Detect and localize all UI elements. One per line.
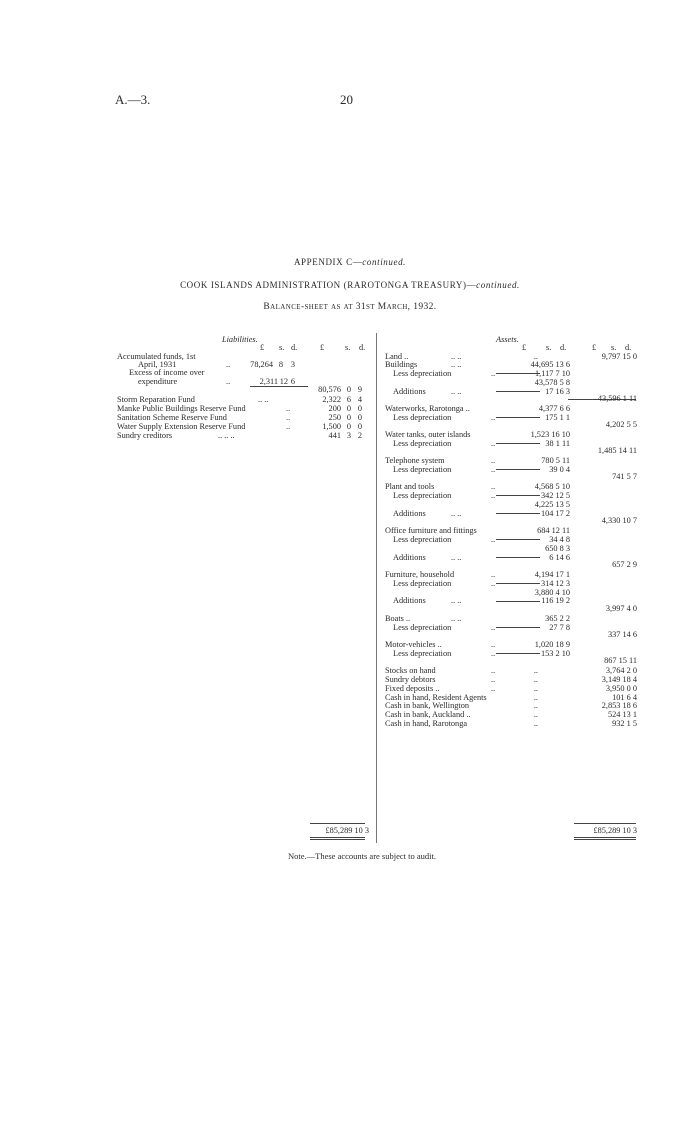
asset-subtotal-rule [496,653,540,654]
asset-col-d: d. [560,343,567,352]
asset-carried-amount: 337 14 6 [607,630,637,639]
asset-amount: 38 1 11 [545,439,570,448]
asset-carried-amount: 4,330 10 7 [601,516,637,525]
asset-amount: 4,194 17 1 [534,570,570,579]
asset-amount: 4,225 13 5 [534,500,570,509]
liab-total-rule-bottom-2 [310,839,365,840]
asset-amount: 6 14 6 [549,553,570,562]
asset-amount: 153 2 10 [540,649,570,658]
accumulated-total-s: 0 [346,385,351,394]
assets-total: £85,289 10 3 [593,826,637,835]
liability-dots: .. [286,413,291,422]
asset-amount: 780 5 11 [541,456,570,465]
asset-label: Less depreciation [393,623,452,632]
liability-label: Storm Reparation Fund [117,395,195,404]
asset-amount: 342 12 5 [540,491,570,500]
accumulated-funds-label-2: April, 1931 [138,360,177,369]
asset-total-rule-top [574,823,636,824]
accumulated-total-d: 9 [357,385,362,394]
asset-amount: 27 7 8 [549,623,570,632]
asset-amount: 17 16 3 [545,387,570,396]
asset-dots: .. [491,465,496,474]
liab-col-s: s. [279,343,285,352]
liab-subtotal-rule [250,386,308,387]
asset-subtotal-rule [496,391,540,392]
asset-amount: .. [533,693,538,702]
asset-label: Boats .. [385,614,411,623]
asset-amount: 650 8 3 [545,544,570,553]
liability-dots: .. [286,422,291,431]
asset-label: Additions [393,596,426,605]
asset-subtotal-rule [496,583,540,584]
asset-dots: .. [491,570,496,579]
excess-income-s: 12 [279,377,288,386]
liability-label: Sanitation Scheme Reserve Fund [117,413,227,422]
asset-total-rule-bottom-1 [574,837,636,838]
accumulated-funds-s: 8 [278,360,283,369]
asset-total-rule-bottom-2 [574,839,636,840]
asset-dots: .. [491,579,496,588]
excess-income-pounds: 2,311 [259,377,278,386]
liability-label: Manke Public Buildings Reserve Fund [117,404,246,413]
asset-amount: .. [533,701,538,710]
accumulated-total-pounds: 80,576 [318,385,341,394]
asset-carried-amount: 657 2 9 [612,560,637,569]
asset-subtotal-rule [496,417,540,418]
liab-col-pound: £ [260,343,265,352]
document-reference: A.—3. [115,92,151,107]
asset-dots: .. [491,369,496,378]
administration-title: COOK ISLANDS ADMINISTRATION (RAROTONGA TREASURY)—continued. [180,280,520,290]
liability-s: 0 [346,413,351,422]
asset-carried-amount: 2,853 18 6 [601,701,637,710]
asset-amount: .. [533,719,538,728]
liability-s: 0 [346,422,351,431]
asset-amount: 1,523 16 10 [530,430,570,439]
asset-carried-amount: 101 6 4 [612,693,637,702]
liability-label: Sundry creditors [117,431,173,440]
assets-heading: Assets. [496,335,519,344]
asset-dots: .. .. [451,614,462,623]
asset-label: Land .. [385,352,409,361]
accumulated-funds-d: 3 [290,360,295,369]
liab-total-rule-top [310,823,365,824]
asset-amount: .. [533,684,538,693]
liability-pounds: 1,500 [322,422,341,431]
liability-pounds: 441 [328,431,341,440]
asset-label: Furniture, household [385,570,455,579]
asset-carried-amount: 867 15 11 [604,656,637,665]
asset-dots: .. [491,482,496,491]
liab-col-d2: d. [359,343,366,352]
audit-note: Note.—These accounts are subject to audit. [288,851,436,861]
liability-label: Water Supply Extension Reserve Fund [117,422,246,431]
liability-s: 0 [346,404,351,413]
asset-subtotal-rule [496,513,540,514]
asset-dots: .. [491,684,496,693]
asset-amount: 1,020 18 9 [534,640,570,649]
asset-label: Less depreciation [393,465,452,474]
asset-amount: 365 2 2 [545,614,570,623]
asset-label: Stocks on hand [385,666,436,675]
asset-amount: .. [533,710,538,719]
asset-subtotal-rule [496,539,540,540]
asset-label: Less depreciation [393,579,452,588]
asset-label: Additions [393,509,426,518]
asset-dots: .. .. [451,509,462,518]
asset-label: Buildings [385,360,418,369]
asset-amount: 44,695 13 6 [530,360,570,369]
asset-subtotal-rule [496,373,540,374]
accumulated-funds-dots: .. [226,360,231,369]
liability-dots: .. [286,404,291,413]
column-divider [376,333,377,843]
liability-d: 0 [357,404,362,413]
asset-amount: 175 1 1 [545,413,570,422]
liability-pounds: 200 [328,404,341,413]
asset-col-pound: £ [522,343,527,352]
asset-carried-amount: 4,202 5 5 [605,420,637,429]
asset-dots: .. [491,675,496,684]
asset-label: Additions [393,553,426,562]
accumulated-funds-pounds: 78,264 [250,360,273,369]
asset-amount: 104 17 2 [540,509,570,518]
asset-label: Waterworks, Rarotonga .. [385,404,470,413]
asset-subtotal-rule [496,495,540,496]
asset-label: Plant and tools [385,482,435,491]
asset-label: Cash in hand, Rarotonga [385,719,468,728]
asset-label: Cash in bank, Wellington [385,701,469,710]
asset-carried-amount: 932 1 5 [612,719,637,728]
asset-label: Less depreciation [393,491,452,500]
appendix-title: APPENDIX C—continued. [293,257,407,267]
asset-carried-amount: 3,950 0 0 [605,684,637,693]
liability-s: 3 [346,431,351,440]
asset-label: Office furniture and fittings [385,526,477,535]
asset-amount: 39 0 4 [549,465,570,474]
asset-dots: .. [491,535,496,544]
asset-amount: 1,117 7 10 [535,369,570,378]
liability-s: 6 [346,395,351,404]
liability-d: 0 [357,422,362,431]
asset-amount: 4,377 6 6 [538,404,570,413]
asset-col-s2: s. [611,343,617,352]
excess-income-dots: .. [226,377,231,386]
asset-dots: .. [491,456,496,465]
asset-label: Less depreciation [393,535,452,544]
asset-label: Water tanks, outer islands [385,430,471,439]
liab-col-d: d. [291,343,298,352]
asset-dots: .. .. [451,387,462,396]
excess-income-d: 6 [290,377,295,386]
asset-label: Cash in bank, Auckland .. [385,710,471,719]
asset-amount: 3,880 4 10 [534,588,570,597]
asset-amount: 684 12 11 [537,526,570,535]
excess-income-label: Excess of income over [129,368,205,377]
asset-dots: .. .. [451,360,462,369]
accumulated-funds-label: Accumulated funds, 1st [117,352,196,361]
liability-d: 4 [357,395,362,404]
asset-label: Fixed deposits .. [385,684,440,693]
asset-subtotal-rule [496,443,540,444]
asset-label: Less depreciation [393,413,452,422]
liability-pounds: 250 [328,413,341,422]
liab-total-rule-bottom-1 [310,837,365,838]
asset-dots: .. [491,491,496,500]
liability-d: 0 [357,413,362,422]
liability-d: 2 [357,431,362,440]
asset-amount: 43,578 5 8 [534,378,570,387]
asset-carried-amount: 524 13 1 [607,710,637,719]
asset-dots: .. .. [451,352,462,361]
liabilities-total: £85,289 10 3 [325,826,369,835]
asset-amount: 4,568 5 10 [534,482,570,491]
liability-dots: .. .. [258,395,269,404]
asset-subtotal-rule [496,627,540,628]
asset-label: Additions [393,387,426,396]
liab-col-s2: s. [345,343,351,352]
asset-dots: .. [491,439,496,448]
asset-carried-amount: 3,764 2 0 [605,666,637,675]
asset-subtotal-rule [496,469,540,470]
asset-dots: .. .. [451,553,462,562]
asset-subtotal-rule [496,601,540,602]
asset-amount: .. [533,675,538,684]
asset-dots: .. [491,623,496,632]
asset-amount: 34 4 8 [549,535,570,544]
asset-dots: .. [491,640,496,649]
liab-col-pound2: £ [320,343,325,352]
asset-col-s: s. [546,343,552,352]
asset-dots: .. [491,413,496,422]
asset-carried-amount: 9,797 15 0 [601,352,637,361]
liability-dots: .. .. .. [218,431,235,440]
asset-carried-amount: 3,149 18 4 [601,675,637,684]
asset-label: Less depreciation [393,369,452,378]
asset-carried-amount: 741 5 7 [612,472,637,481]
liability-pounds: 2,322 [322,395,341,404]
asset-amount: 116 19 2 [541,596,570,605]
asset-dots: .. [491,666,496,675]
asset-carried-amount: 3,997 4 0 [605,604,637,613]
asset-col-d2: d. [625,343,632,352]
asset-label: Motor-vehicles .. [385,640,442,649]
asset-carried-amount: 1,485 14 11 [597,446,637,455]
liabilities-heading: Liabilities. [222,335,258,344]
balance-sheet-title: Balance-sheet as at 31st March, 1932. [263,302,437,312]
asset-label: Sundry debtors [385,675,436,684]
asset-amount: 314 12 3 [540,579,570,588]
asset-dots: .. .. [451,596,462,605]
page-number: 20 [340,92,353,107]
asset-label: Less depreciation [393,649,452,658]
asset-dots: .. [491,649,496,658]
asset-subtotal-rule [496,557,540,558]
asset-label: Telephone system [385,456,445,465]
asset-carried-amount: 43,596 1 11 [597,394,637,403]
asset-amount: .. [533,352,538,361]
asset-label: Less depreciation [393,439,452,448]
asset-amount: .. [533,666,538,675]
asset-label: Cash in hand, Resident Agents [385,693,487,702]
asset-col-pound2: £ [592,343,597,352]
excess-income-label-2: expenditure [138,377,178,386]
